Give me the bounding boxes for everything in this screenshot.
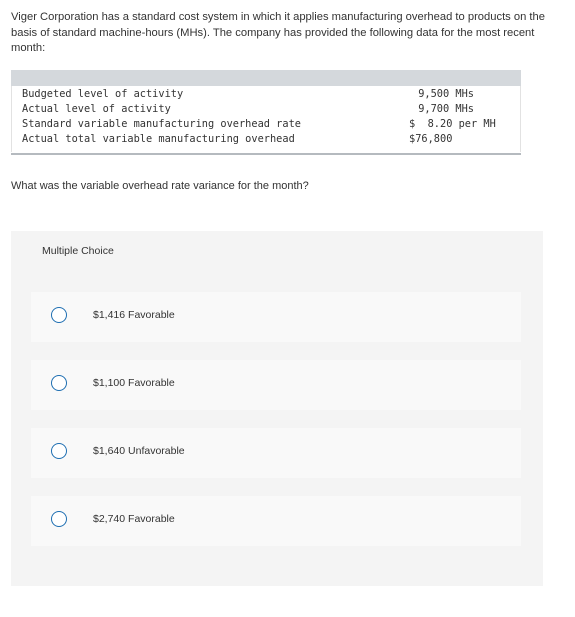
row-label: Budgeted level of activity [22,88,184,100]
problem-statement: Viger Corporation has a standard cost system in which it applies manufacturing overhead to products on the basis of standard machine-hours (MHs). The company has provided the following data for the most recent month: [11,11,545,54]
row-label: Standard variable manufacturing overhead rate [22,118,301,130]
radio-button-icon[interactable] [51,307,67,323]
answer-option-3[interactable] [31,428,521,478]
row-label: Actual level of activity [22,103,171,115]
answer-option-4[interactable] [31,496,521,546]
multiple-choice-title: Multiple Choice [42,245,114,257]
option-label: $2,740 Favorable [93,513,175,525]
answer-option-1[interactable] [31,292,521,342]
table-row [22,87,510,102]
table-header-bar [11,70,521,86]
table-row [22,102,510,117]
radio-button-icon[interactable] [51,375,67,391]
row-value: 9,500 MHs [418,88,474,100]
table-row [22,132,510,147]
multiple-choice-panel [11,231,543,586]
table-row [22,117,510,132]
radio-button-icon[interactable] [51,511,67,527]
question-text: What was the variable overhead rate variance for the month? [11,180,309,192]
option-label: $1,416 Favorable [93,309,175,321]
row-label: Actual total variable manufacturing overhead [22,133,295,145]
answer-option-2[interactable] [31,360,521,410]
row-value: $76,800 [409,133,453,145]
data-table [11,70,521,156]
row-value: 9,700 MHs [418,103,474,115]
option-label: $1,640 Unfavorable [93,445,185,457]
row-value: $ 8.20 per MH [409,118,496,130]
radio-button-icon[interactable] [51,443,67,459]
option-label: $1,100 Favorable [93,377,175,389]
table-bottom-border [11,153,521,155]
